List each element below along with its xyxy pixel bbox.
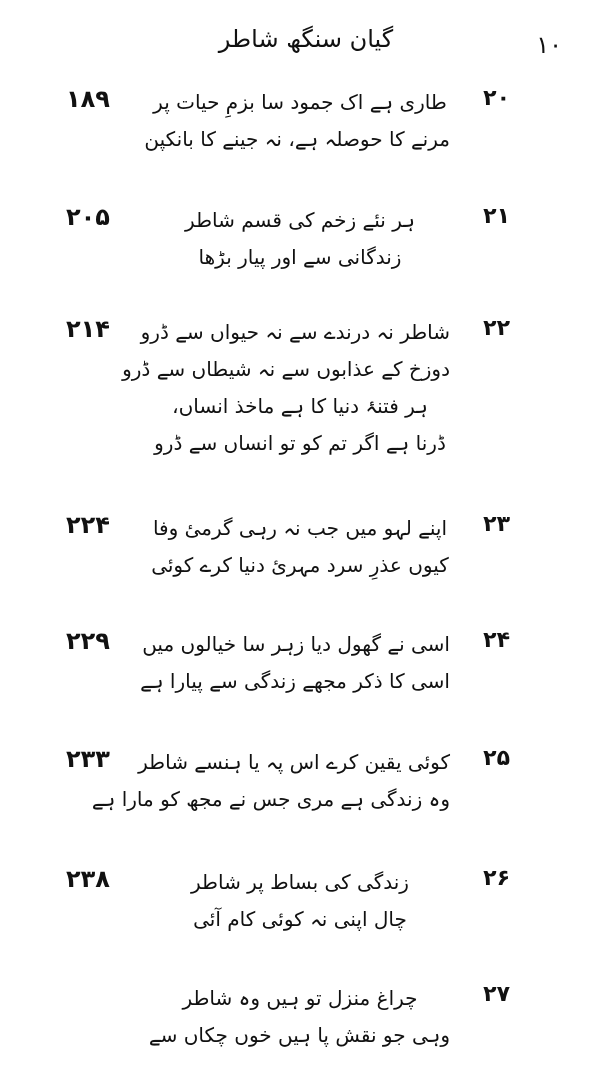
verse-lines xyxy=(91,744,450,818)
verse-line: اپنے لہو میں جب نہ رہی گرمیٔ وفا xyxy=(152,516,448,540)
verse-lines xyxy=(150,510,450,584)
verse-line: اسی نے گھول دیا زہر سا خیالوں میں xyxy=(142,632,450,656)
verse-lines xyxy=(150,202,450,276)
verse-line: ہر نئے زخم کی قسم شاطر xyxy=(185,208,415,232)
verse-lines xyxy=(144,84,450,158)
verse-line: طاری ہے اک جمود سا بزمِ حیات پر xyxy=(153,90,447,114)
entry-page-ref: ۱۸۹ xyxy=(66,85,110,113)
entry-page-ref: ۲۳۳ xyxy=(66,745,110,773)
verse-line: زندگانی سے اور پیار بڑھا xyxy=(198,245,402,269)
verse-line: ہر فتنۂ دنیا کا ہے ماخذ انساں، xyxy=(172,394,428,418)
entry-page-ref: ۲۱۴ xyxy=(66,315,110,343)
verse-line: زندگی کی بساط پر شاطر xyxy=(191,870,409,894)
page-title: گیان سنگھ شاطر xyxy=(218,25,394,53)
verse-line: مرنے کا حوصلہ ہے، نہ جینے کا بانکپن xyxy=(144,127,450,151)
entry-page-ref: ۲۳۸ xyxy=(66,865,110,893)
verse-line: کیوں عذرِ سرد مہریٔ دنیا کرے کوئی xyxy=(151,553,449,577)
page-number: ۱۰ xyxy=(536,31,562,59)
verse-line: وہی جو نقش پا ہیں خوں چکاں سے xyxy=(148,1023,450,1047)
verse-line: چال اپنی نہ کوئی کام آئی xyxy=(193,907,407,931)
verse-line: اسی کا ذکر مجھے زندگی سے پیارا ہے xyxy=(140,669,450,693)
verse-lines xyxy=(140,626,450,700)
verse-line: وہ زندگی ہے مری جس نے مجھ کو مارا ہے xyxy=(91,787,450,811)
entry-serial: ۲۶ xyxy=(483,866,510,891)
verse-lines xyxy=(150,980,450,1054)
verse-lines xyxy=(150,864,450,938)
verse-line: شاطر نہ درندے سے نہ حیواں سے ڈرو xyxy=(140,320,450,344)
entry-serial: ۲۴ xyxy=(483,628,510,653)
entry-serial: ۲۱ xyxy=(483,204,510,229)
entry-serial: ۲۷ xyxy=(483,982,510,1007)
verse-line: چراغ منزل تو ہیں وہ شاطر xyxy=(182,986,418,1010)
entry-serial: ۲۰ xyxy=(483,86,510,111)
verse-line: دوزخ کے عذابوں سے نہ شیطاں سے ڈرو xyxy=(122,357,450,381)
verse-line: کوئی یقین کرے اس پہ یا ہنسے شاطر xyxy=(138,750,450,774)
verse-lines xyxy=(122,314,450,462)
entry-serial: ۲۳ xyxy=(483,512,510,537)
entry-page-ref: ۲۲۹ xyxy=(66,627,110,655)
entry-serial: ۲۵ xyxy=(483,746,510,771)
entry-page-ref: ۲۰۵ xyxy=(66,203,110,231)
entry-page-ref: ۲۲۴ xyxy=(66,511,110,539)
entry-serial: ۲۲ xyxy=(483,316,510,341)
verse-line: ڈرنا ہے اگر تم کو تو انساں سے ڈرو xyxy=(154,431,446,455)
